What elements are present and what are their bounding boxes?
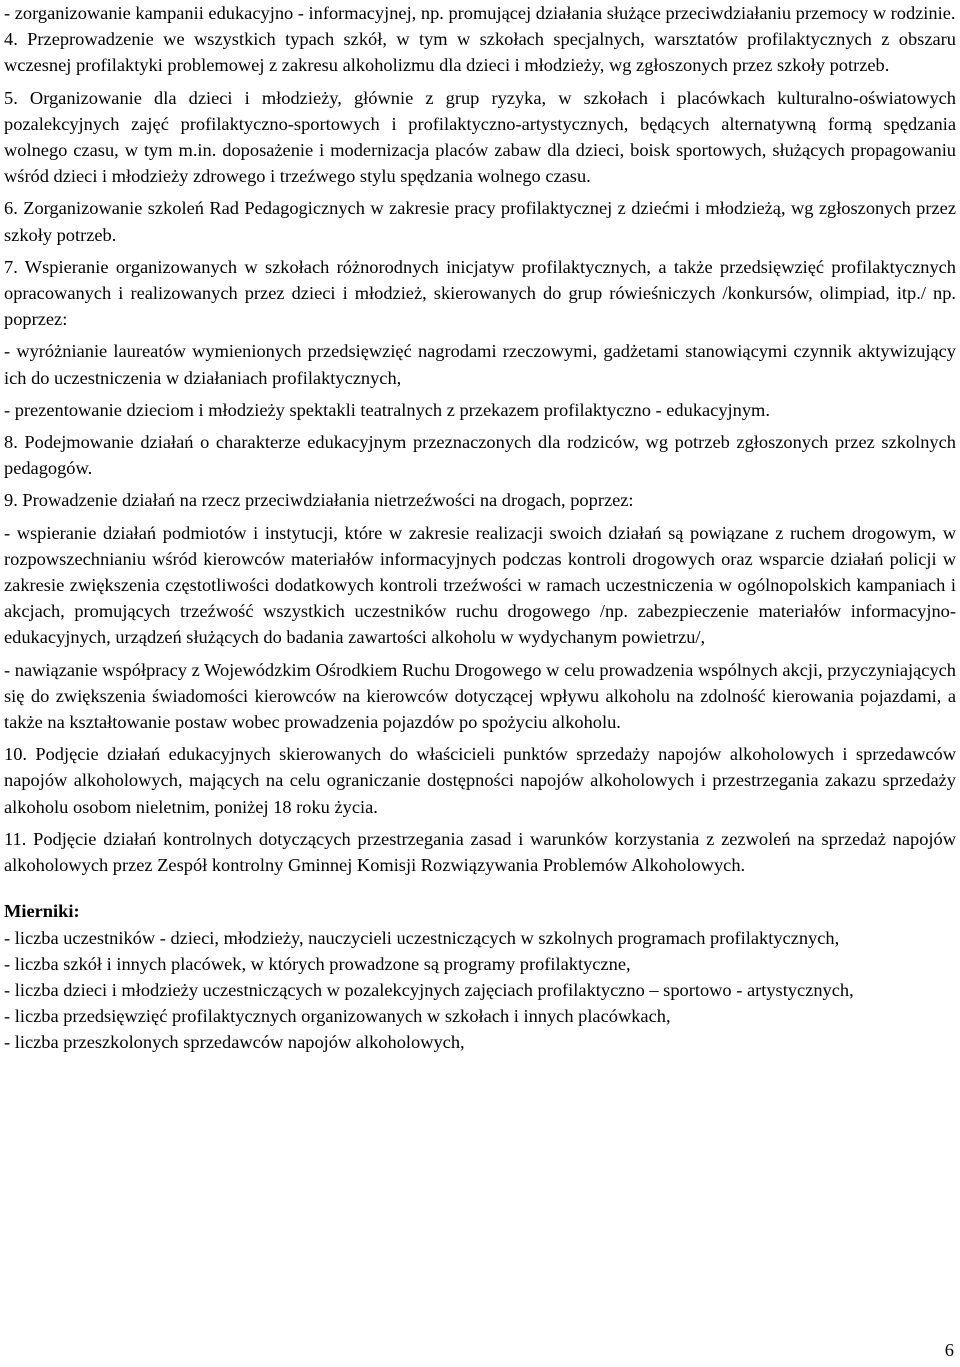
- page-number: 6: [944, 1340, 954, 1360]
- paragraph-item-7: 7. Wspieranie organizowanych w szkołach różnorodnych inicjatyw profilaktycznych, a także przedsięwzięć profilaktycznych opracowanych i realizowanych przez dzieci i młodzież, skierowanych do grup rówieśniczych /konkursów, olimpiad, itp./ np. poprzez:: [4, 256, 956, 330]
- paragraph-item-7-bullet-2: - prezentowanie dzieciom i młodzieży spektakli teatralnych z przekazem profilaktyczno - edukacyjnym.: [4, 399, 770, 420]
- paragraph-item-9-bullet-1: - wspieranie działań podmiotów i instytucji, które w zakresie realizacji swoich działań są powiązane z ruchem drogowym, w rozpowszechnianiu wśród kierowców materiałów informacyjnych podczas kontroli drogowych oraz wsparcie działań policji w zakresie zwiększenia częstotliwości dodatkowych kontroli trzeźwości w ramach uczestniczenia w ogólnopolskich kampaniach i akcjach, promujących trzeźwość wszystkich uczestników ruchu drogowego /np. zabezpieczenie materiałów informacyjno-edukacyjnych, urządzeń służących do badania zawartości alkoholu w wydychanym powietrzu/,: [4, 522, 956, 648]
- paragraph-item-7-bullet-1: - wyróżnianie laureatów wymienionych przedsięwzięć nagrodami rzeczowymi, gadżetami stanowiącymi czynnik aktywizujący ich do uczestniczenia w działaniach profilaktycznych,: [4, 341, 956, 388]
- paragraph-campaign: - zorganizowanie kampanii edukacyjno - informacyjnej, np. promującej działania służące przeciwdziałaniu przemocy w rodzinie.: [4, 3, 956, 23]
- paragraph-item-10: 10. Podjęcie działań edukacyjnych skierowanych do właścicieli punktów sprzedaży napojów alkoholowych i sprzedawców napojów alkoholowych, mających na celu ograniczanie dostępności napojów alkoholowych i przestrzegania zakazu sprzedaży alkoholu osobom nieletnim, poniżej 18 roku życia.: [4, 744, 956, 817]
- measure-item: - liczba uczestników - dzieci, młodzieży, nauczycieli uczestniczących w szkolnych programach profilaktycznych,: [4, 927, 840, 948]
- paragraph-item-6: 6. Zorganizowanie szkoleń Rad Pedagogicznych w zakresie pracy profilaktycznej z dziećmi i młodzieżą, wg zgłoszonych przez szkoły potrzeb.: [4, 198, 956, 245]
- document-page: [4, 0, 956, 1056]
- paragraph-item-5: 5. Organizowanie dla dzieci i młodzieży, głównie z grup ryzyka, w szkołach i placówkach kulturalno-oświatowych pozalekcyjnych zajęć profilaktyczno-sportowych i profilaktyczno-artystycznych, będących alternatywną formą spędzania wolnego czasu, w tym m.in. doposażenie i modernizacja placów zabaw dla dzieci, boisk sportowych, służących propagowaniu wśród dzieci i młodzieży zdrowego i trzeźwego stylu spędzania wolnego czasu.: [4, 87, 956, 187]
- measure-item: - liczba dzieci i młodzieży uczestniczących w pozalekcyjnych zajęciach profilaktyczno – sportowo - artystycznych,: [4, 979, 854, 1000]
- measure-item: - liczba przedsięwzięć profilaktycznych organizowanych w szkołach i innych placówkach,: [4, 1006, 671, 1027]
- measure-item: - liczba przeszkolonych sprzedawców napojów alkoholowych,: [4, 1032, 465, 1053]
- measures-heading: Mierniki:: [4, 901, 80, 922]
- paragraph-item-9: 9. Prowadzenie działań na rzecz przeciwdziałania nietrzeźwości na drogach, poprzez:: [4, 490, 634, 511]
- paragraph-item-11: 11. Podjęcie działań kontrolnych dotyczących przestrzegania zasad i warunków korzystania z zezwoleń na sprzedaż napojów alkoholowych przez Zespół kontrolny Gminnej Komisji Rozwiązywania Problemów Alkoholowych.: [4, 828, 956, 876]
- paragraph-item-8: 8. Podejmowanie działań o charakterze edukacyjnym przeznaczonych dla rodziców, wg potrzeb zgłoszonych przez szkolnych pedagogów.: [4, 432, 956, 479]
- paragraph-item-9-bullet-2: - nawiązanie współpracy z Wojewódzkim Ośrodkiem Ruchu Drogowego w celu prowadzenia wspólnych akcji, przyczyniających się do zwiększenia świadomości kierowców na kierowców dotyczącej wpływu alkoholu na zdolność kierowania pojazdami, a także na kształtowanie postaw wobec prowadzenia pojazdów po spożyciu alkoholu.: [4, 659, 956, 733]
- paragraph-item-4: 4. Przeprowadzenie we wszystkich typach szkół, w tym w szkołach specjalnych, warsztatów profilaktycznych z obszaru wczesnej profilaktyki problemowej z zakresu alkoholizmu dla dzieci i młodzieży, wg zgłoszonych przez szkoły potrzeb.: [4, 29, 956, 76]
- measure-item: - liczba szkół i innych placówek, w których prowadzone są programy profilaktyczne,: [4, 953, 631, 974]
